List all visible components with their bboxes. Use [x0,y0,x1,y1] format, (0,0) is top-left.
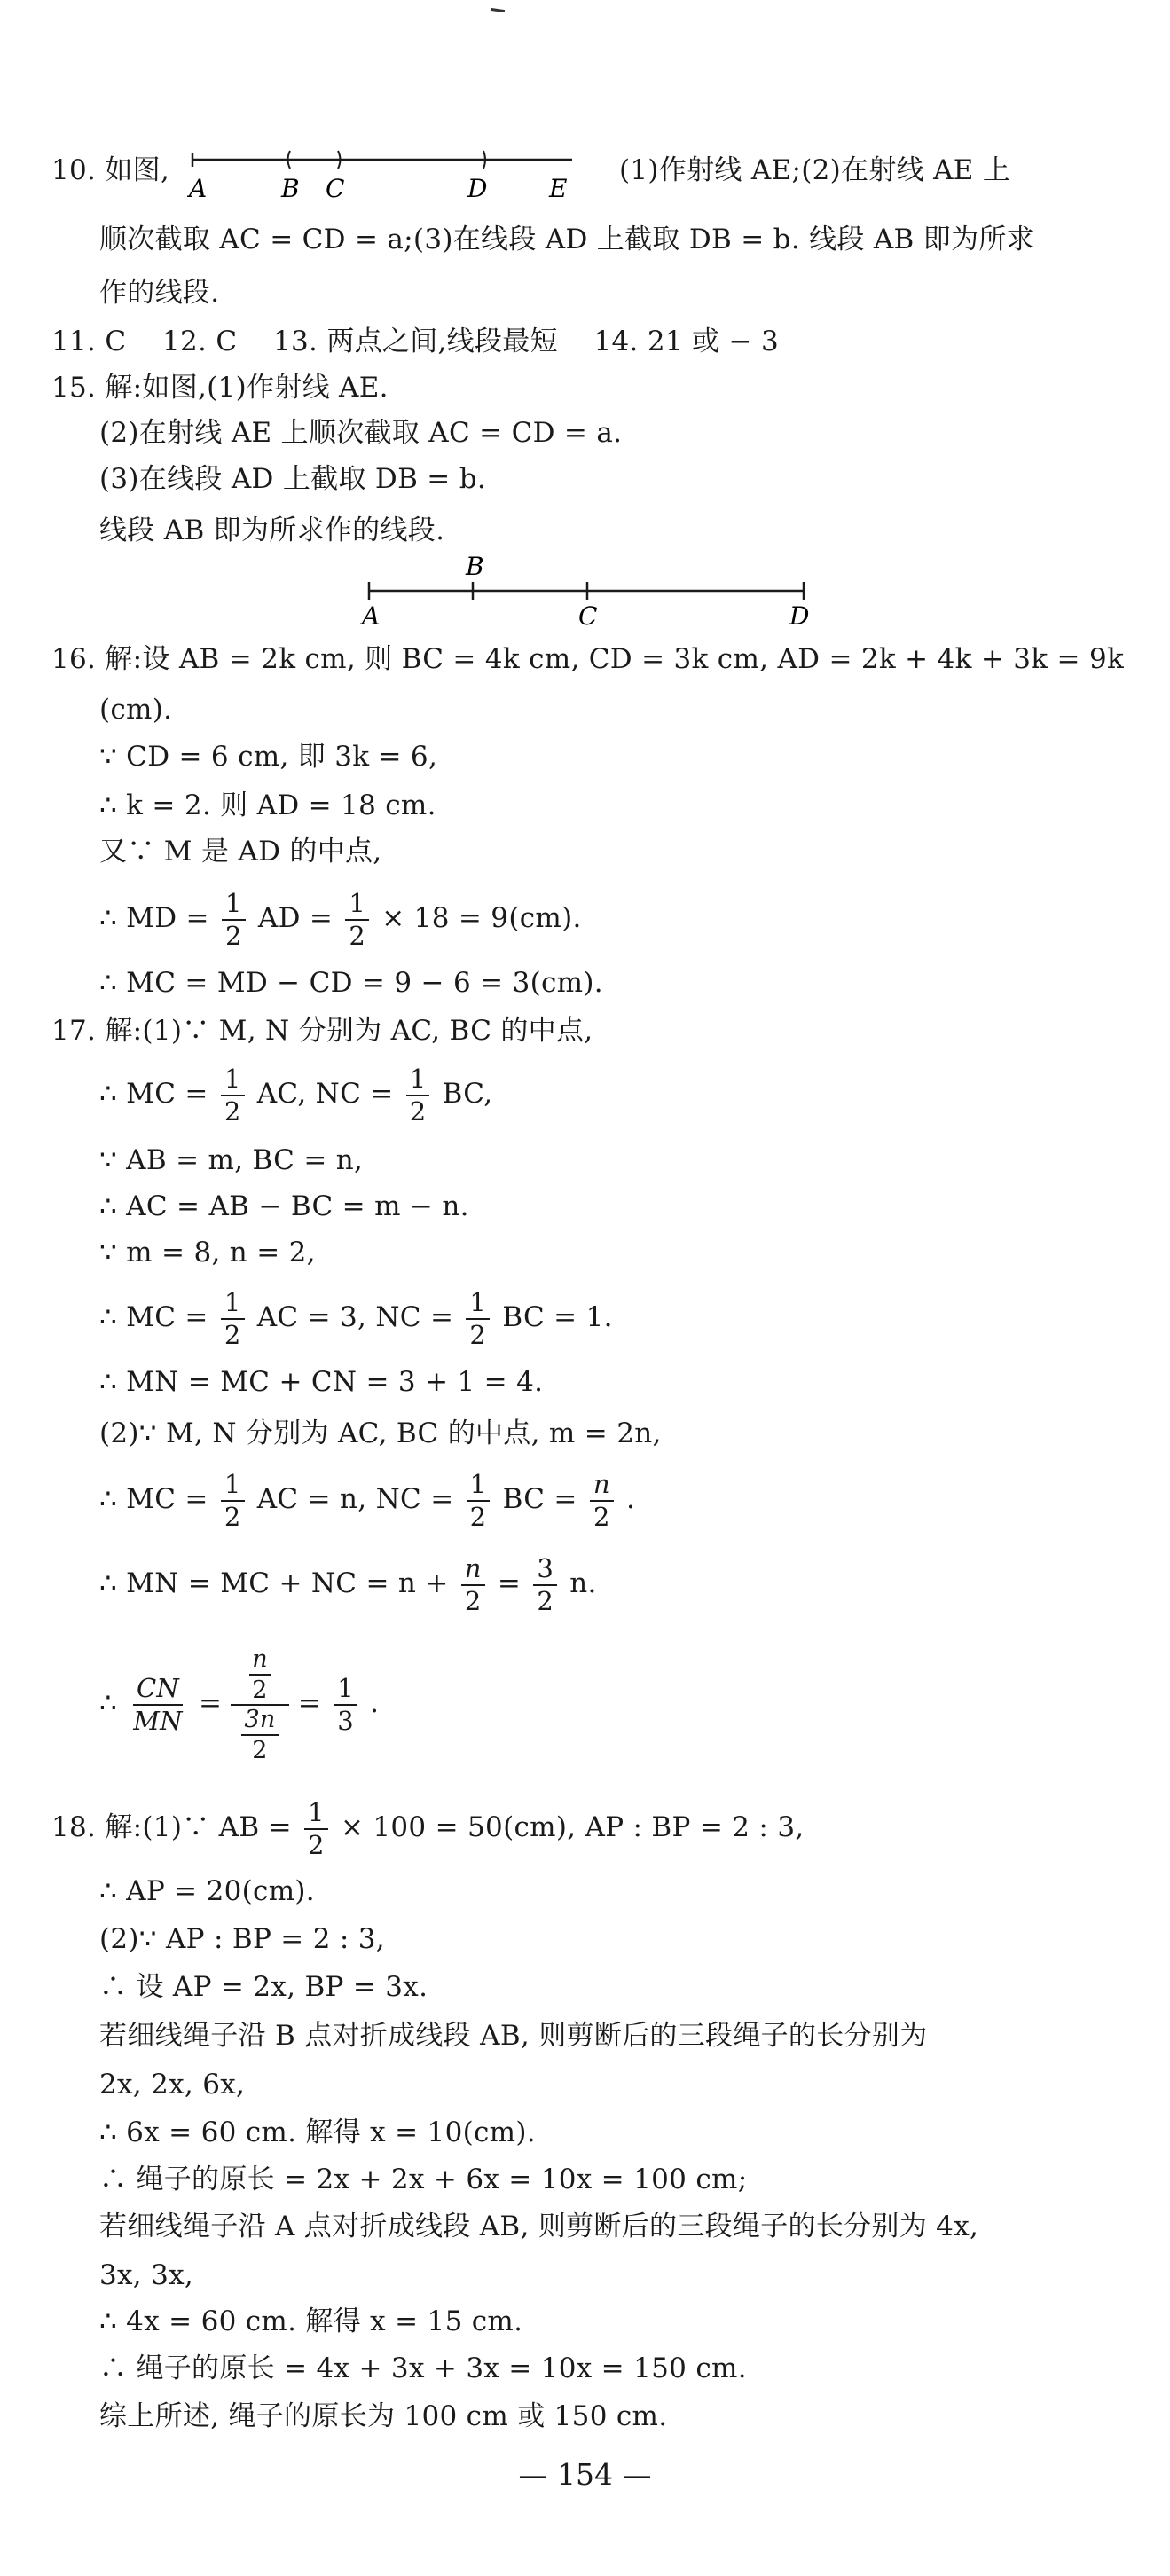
q16-line-7: ∴ MC = MD − CD = 9 − 6 = 3(cm). [99,967,603,999]
fraction-one-third: $\frac{1}{3}$ [334,1676,357,1734]
q17-line-5: ∵ m = 8, n = 2, [99,1237,316,1268]
fraction-half: $\frac{1}{2}$ [406,1066,430,1125]
fraction-n-over-2: $\frac{n}{2}$ [461,1556,485,1614]
q18-line-7: ∴ 6x = 60 cm. 解得 x = 10(cm). [99,2117,536,2148]
q17-line-1: 17. 解:(1)∵ M, N 分别为 AC, BC 的中点, [51,1015,593,1047]
q18-line-10: 3x, 3x, [99,2259,194,2291]
q10-line-3: 作的线段. [99,277,220,309]
q17-line-3: ∵ AB = m, BC = n, [99,1144,364,1176]
fraction-half: $\frac{1}{2}$ [345,891,369,949]
q15-line-2: (2)在射线 AE 上顺次截取 AC = CD = a. [99,417,623,449]
fraction-3-over-2: $\frac{3}{2}$ [533,1556,557,1614]
q15-line-3: (3)在线段 AD 上截取 DB = b. [99,463,487,495]
q10-line-2: 顺次截取 AC = CD = a;(3)在线段 AD 上截取 DB = b. 线段 AB 即为所求 [99,224,1034,255]
q18-line-9: 若细线绳子沿 A 点对折成线段 AB, 则剪断后的三段绳子的长分别为 4x, [99,2211,979,2242]
q10-line-1-cont: (1)作射线 AE;(2)在射线 AE 上 [619,154,1011,186]
q15-label-d: D [789,601,810,630]
q16-line-6: ∴ MD = $\frac{1}{2}$ AD = $\frac{1}{2}$ × 18 = 9(cm). [99,887,582,951]
q16-line-3: ∵ CD = 6 cm, 即 3k = 6, [99,741,438,773]
q10-diagram [182,142,581,206]
q17-line-8: (2)∵ M, N 分别为 AC, BC 的中点, m = 2n, [99,1418,662,1449]
q18-line-12: ∴ 绳子的原长 = 4x + 3x + 3x = 10x = 150 cm. [99,2352,747,2384]
q18-line-5: 若细线绳子沿 B 点对折成线段 AB, 则剪断后的三段绳子的长分别为 [99,2020,928,2052]
q16-line-5: 又∵ M 是 AD 的中点, [99,836,382,868]
q18-line-2: ∴ AP = 20(cm). [99,1875,315,1907]
q18-line-13: 综上所述, 绳子的原长为 100 cm 或 150 cm. [99,2400,668,2432]
q17-line-4: ∴ AC = AB − BC = m − n. [99,1190,469,1222]
fraction-half: $\frac{1}{2}$ [221,1066,245,1125]
q10-line-1: 10. 如图, [51,154,170,186]
q18-line-8: ∴ 绳子的原长 = 2x + 2x + 6x = 10x = 100 cm; [99,2164,748,2195]
q18-line-4: ∴ 设 AP = 2x, BP = 3x. [99,1971,428,2003]
fraction-half: $\frac{1}{2}$ [221,1290,245,1348]
q15-line-4: 线段 AB 即为所求作的线段. [99,514,445,546]
fraction-n-over-2: $\frac{n}{2}$ [590,1472,614,1530]
q18-line-3: (2)∵ AP : BP = 2 : 3, [99,1923,385,1955]
q17-line-9: ∴ MC = $\frac{1}{2}$ AC = n, NC = $\frac{1}{2}$ BC = $\frac{n}{2}$ . [99,1468,636,1532]
q15-line-1: 15. 解:如图,(1)作射线 AE. [51,372,389,404]
fraction-half: $\frac{1}{2}$ [222,891,246,949]
scan-mark [491,8,505,12]
fraction-half: $\frac{1}{2}$ [221,1472,245,1530]
q17-line-2: ∴ MC = $\frac{1}{2}$ AC, NC = $\frac{1}{2}$ BC, [99,1063,493,1127]
q11-14-line: 11. C 12. C 13. 两点之间,线段最短 14. 21 或 − 3 [51,326,779,357]
fraction-half: $\frac{1}{2}$ [466,1290,490,1348]
q10-label-e: E [549,174,568,203]
compound-fraction: n 2 3n 2 [236,1645,283,1764]
q16-line-1: 16. 解:设 AB = 2k cm, 则 BC = 4k cm, CD = 3k cm, AD = 2k + 4k + 3k = 9k [51,643,1125,675]
q15-label-a: A [362,601,381,630]
page-number: — 154 — [518,2457,652,2492]
q15-label-b: B [466,552,484,581]
q18-line-1: 18. 解:(1)∵ AB = $\frac{1}{2}$ × 100 = 50(cm), AP : BP = 2 : 3, [51,1796,805,1860]
q16-line-2: (cm). [99,694,173,726]
q15-diagram [355,550,825,630]
q17-line-11: ∴ $\frac{CN}{MN}$ = n 2 3n 2 = $\frac{1}{3}$ . [99,1645,380,1764]
q16-line-4: ∴ k = 2. 则 AD = 18 cm. [99,789,436,821]
fraction-half: $\frac{1}{2}$ [304,1800,328,1858]
q18-line-11: ∴ 4x = 60 cm. 解得 x = 15 cm. [99,2305,523,2337]
q18-line-6: 2x, 2x, 6x, [99,2069,246,2101]
q10-label-d: D [467,174,488,203]
q17-line-10: ∴ MN = MC + NC = n + $\frac{n}{2}$ = $\frac{3}{2}$ n. [99,1552,597,1616]
q17-line-7: ∴ MN = MC + CN = 3 + 1 = 4. [99,1366,544,1398]
q10-label-c: C [326,174,345,203]
q10-label-a: A [189,174,208,203]
q10-label-b: B [281,174,300,203]
fraction-half: $\frac{1}{2}$ [467,1472,491,1530]
q15-label-c: C [578,601,598,630]
q17-line-6: ∴ MC = $\frac{1}{2}$ AC = 3, NC = $\frac{1}{2}$ BC = 1. [99,1286,613,1350]
fraction-cn-over-mn: $\frac{CN}{MN}$ [133,1672,183,1736]
